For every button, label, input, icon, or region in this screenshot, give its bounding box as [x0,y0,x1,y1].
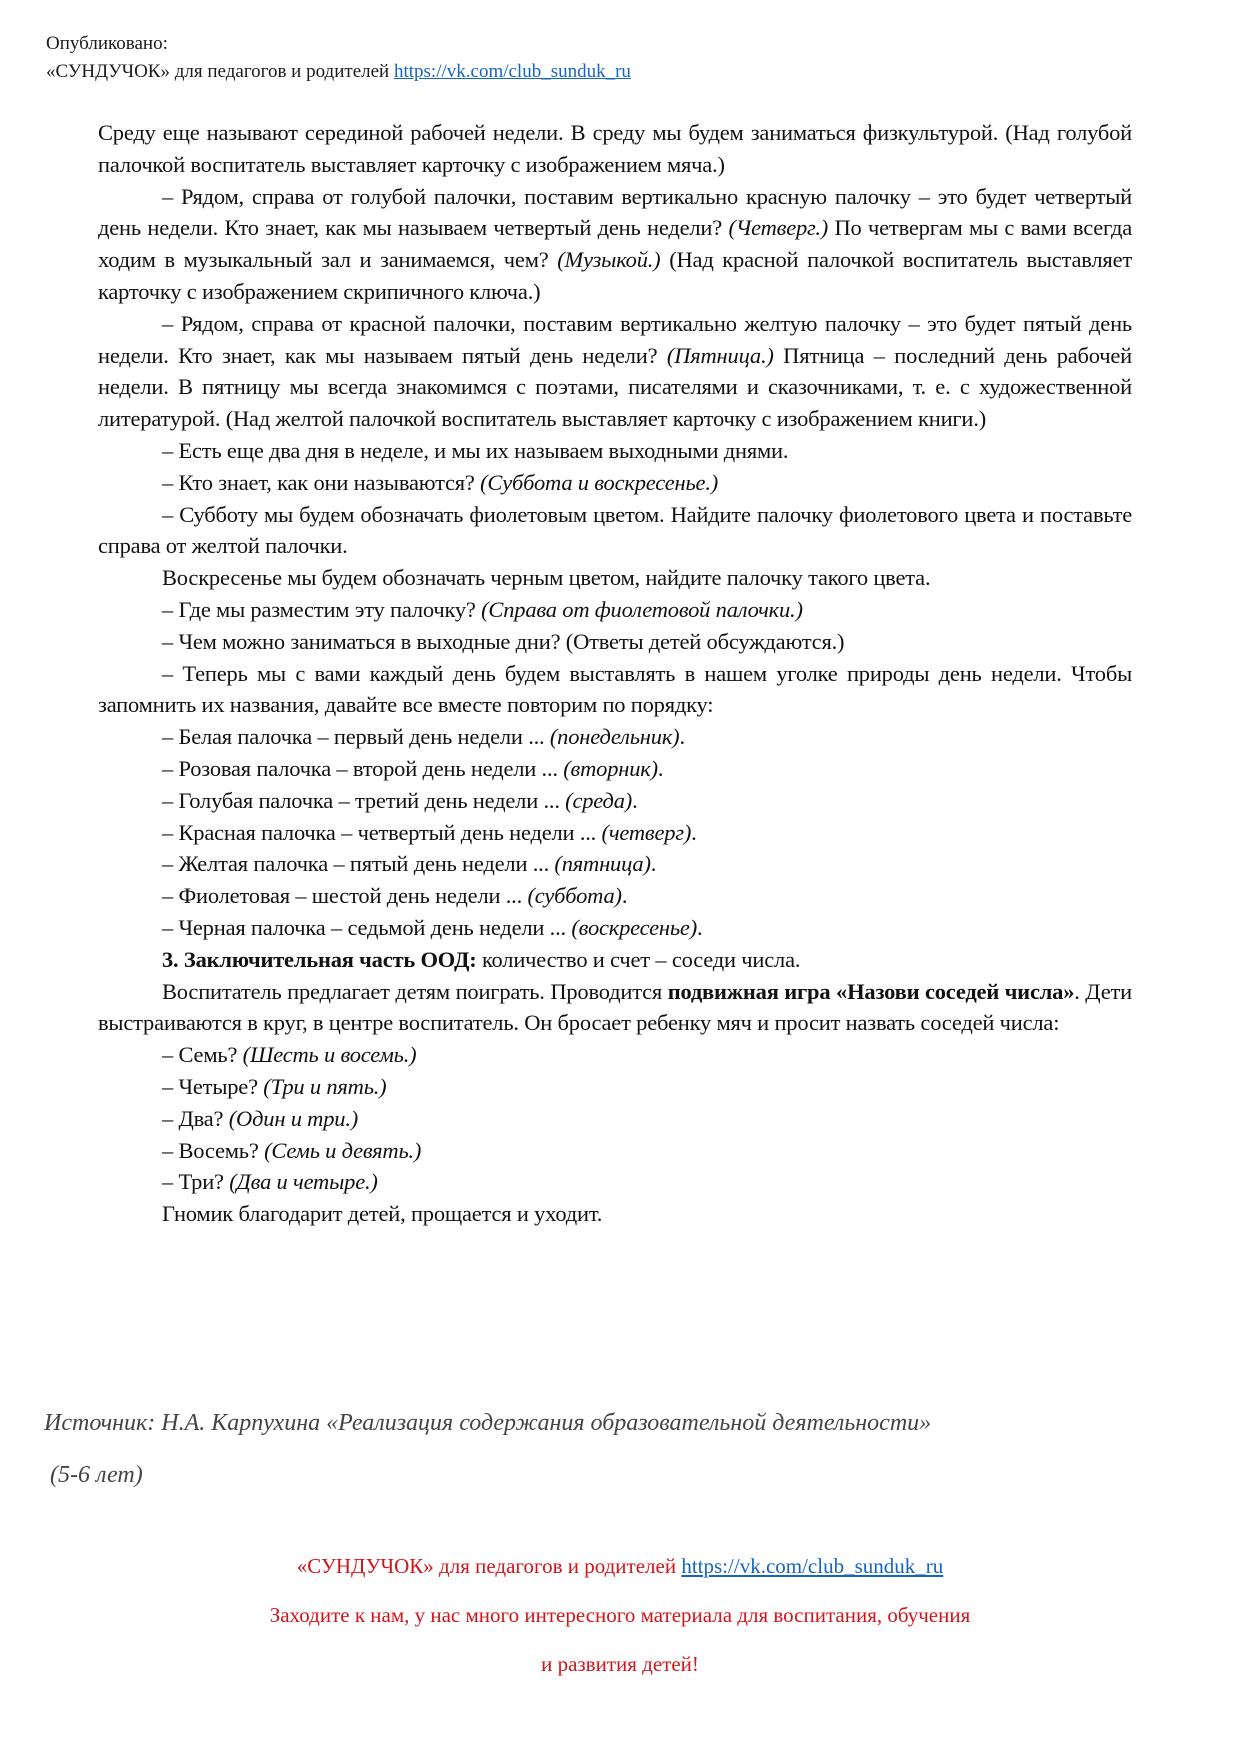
paragraph-text: – Есть еще два дня в неделе, и мы их называем выходными днями. [162,437,789,463]
paragraph-text: . [679,724,685,750]
footer-site-line [0,1554,1240,1579]
answer-text: (вторник) [563,755,658,781]
paragraph [98,944,1132,976]
published-label: Опубликовано: [46,33,168,54]
paragraph [98,1039,1132,1071]
publisher-link[interactable]: https://vk.com/club_sunduk_ru [393,61,631,82]
paragraph [98,658,1132,722]
emphasis-text: 3. Заключительная часть ООД: [162,946,477,972]
paragraph [98,817,1132,849]
answer-text: (Справа от фиолетовой палочки.) [481,596,803,622]
paragraph-text: . [632,787,638,813]
paragraph-text: – Восемь? [162,1137,265,1163]
paragraph [98,562,1132,594]
answer-text: (Суббота и воскресенье.) [480,469,719,495]
paragraph-text: Гномик благодарит детей, прощается и уходит. [162,1201,603,1227]
paragraph [98,1103,1132,1135]
paragraph [98,594,1132,626]
answer-text: (Семь и девять.) [264,1137,422,1163]
footer-invitation-line-2: и развития детей! [541,1652,699,1676]
paragraph-text: – Голубая палочка – третий день недели ... [162,787,566,813]
paragraph [98,626,1132,658]
footer-invitation-line: Заходите к нам, у нас много интересного материала для воспитания, обучения [269,1603,971,1627]
paragraph-text: Пятница – последний день рабочей недели. В пятницу мы всегда знакомимся с поэтами, писателями и сказочниками, т. е. с художественной литературой. (Над желтой палочкой воспитатель выставляет карточку с изображением книги.) [98,342,1132,432]
paragraph-text: – Три? [162,1169,230,1195]
paragraph-text: Среду еще называют серединой рабочей недели. В среду мы будем заниматься физкультурой. (Над голубой палочкой воспитатель выставляет карточку с изображением мяча.) [98,120,1132,177]
paragraph-text: – Рядом, справа от голубой палочки, поставим вертикально красную палочку – это будет четвертый день недели. Кто знает, как мы называем четвертый день недели? [98,183,1132,241]
paragraph-text: . [657,755,664,781]
source-age-range: (5-6 лет) [50,1462,143,1488]
paragraph-text: По четвергам мы с вами всегда ходим в музыкальный зал и занимаемся, чем? [98,215,1132,273]
paragraph-text: . Дети выстраиваются в круг, в центре воспитатель. Он бросает ребенку мяч и просит назвать соседей числа: [98,978,1132,1036]
answer-text: (Пятница.) [666,342,774,368]
paragraph-text: – Розовая палочка – второй день недели ... [162,755,564,781]
paragraph-text: . [697,914,703,940]
document-body [98,117,1132,1230]
answer-text: (Четверг.) [728,215,829,241]
paragraph [98,785,1132,817]
paragraph-text: – Теперь мы с вами каждый день будем выставлять в нашем уголке природы день недели. Чтобы запомнить их названия, давайте все вместе повторим по порядку: [98,660,1132,718]
answer-text: (суббота) [527,883,622,909]
paragraph [98,880,1132,912]
paragraph-text: – Четыре? [162,1073,264,1099]
paragraph-text: . [691,819,697,845]
answer-text: (Один и три.) [228,1105,359,1131]
paragraph-text: – Субботу мы будем обозначать фиолетовым цветом. Найдите палочку фиолетового цвета и поставьте справа от желтой палочки. [98,501,1132,559]
publisher-name: «СУНДУЧОК» для педагогов и родителей [46,61,390,82]
paragraph [98,181,1132,308]
paragraph [98,753,1132,785]
paragraph-text: – Фиолетовая – шестой день недели ... [162,883,528,909]
paragraph-text: . [650,851,657,877]
source-citation: Источник: Н.А. Карпухина «Реализация содержания образовательной деятельности» [44,1410,932,1436]
paragraph-text: (Над красной палочкой воспитатель выставляет карточку с изображением скрипичного ключа.) [98,247,1132,304]
paragraph-text: – Белая палочка – первый день недели ... [162,724,550,750]
paragraph-text: – Рядом, справа от красной палочки, поставим вертикально желтую палочку – это будет пятый день недели. Кто знает, как мы называем пятый день недели? [98,310,1132,368]
paragraph [98,499,1132,563]
paragraph-text: – Семь? [162,1042,243,1068]
paragraph-text: количество и счет – соседи числа. [476,946,801,972]
paragraph-text: . [621,883,628,909]
answer-text: (среда) [565,787,633,813]
paragraph-text: – Кто знает, как они называются? [162,469,481,495]
paragraph [98,308,1132,435]
answer-text: (Музыкой.) [557,247,661,273]
paragraph [98,1166,1132,1198]
answer-text: (Три и пять.) [263,1073,387,1099]
paragraph [98,976,1132,1040]
paragraph-text: – Где мы разместим эту палочку? [162,596,482,622]
paragraph [98,467,1132,499]
paragraph [98,848,1132,880]
paragraph [98,1198,1132,1230]
answer-text: (понедельник) [549,724,680,750]
paragraph-text: Воспитатель предлагает детям поиграть. Проводится [162,978,668,1004]
paragraph [98,1135,1132,1167]
emphasis-text: подвижная игра «Назови соседей числа» [667,978,1075,1004]
answer-text: (пятница) [554,851,651,877]
paragraph [98,117,1132,181]
answer-text: (четверг) [601,819,692,845]
paragraph-text: – Черная палочка – седьмой день недели ... [162,914,572,940]
footer-link[interactable]: https://vk.com/club_sunduk_ru [681,1554,944,1578]
answer-text: (воскресенье) [571,914,698,940]
paragraph-text: – Два? [162,1105,229,1131]
footer-site-name: «СУНДУЧОК» для педагогов и родителей [296,1554,677,1578]
paragraph-text: – Чем можно заниматься в выходные дни? (Ответы детей обсуждаются.) [162,628,845,654]
answer-text: (Два и четыре.) [229,1169,378,1195]
paragraph-text: Воскресенье мы будем обозначать черным цветом, найдите палочку такого цвета. [162,565,931,591]
answer-text: (Шесть и восемь.) [242,1042,417,1068]
paragraph-text: – Желтая палочка – пятый день недели ... [162,851,555,877]
paragraph-text: – Красная палочка – четвертый день недели ... [162,819,602,845]
paragraph [98,435,1132,467]
publisher-line [46,58,631,86]
paragraph [98,721,1132,753]
publication-header [46,30,631,86]
paragraph [98,912,1132,944]
paragraph [98,1071,1132,1103]
